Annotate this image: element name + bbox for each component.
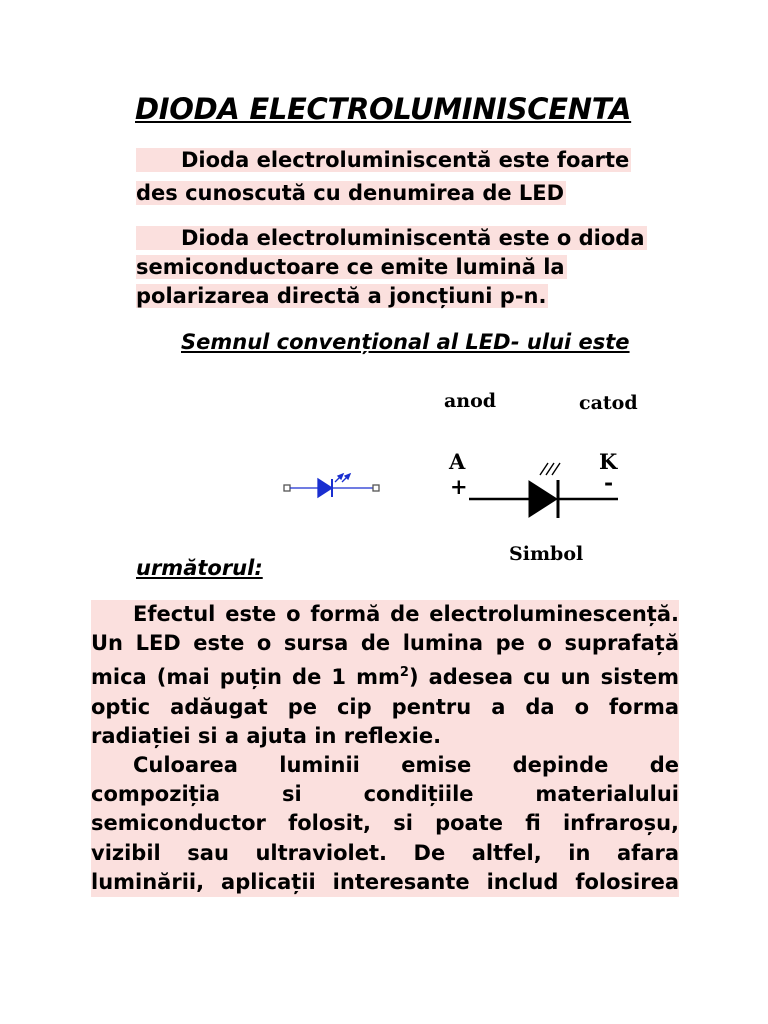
led-symbol-small xyxy=(280,470,385,510)
minus-sign: - xyxy=(604,470,614,496)
body-text: Efectul este o formă de electroluminescență. Un LED este o sursa de lumina pe o suprafață mica (mai puțin de 1 mm xyxy=(91,602,679,690)
symbol-caption: Simbol xyxy=(509,543,584,565)
plus-sign: + xyxy=(450,474,468,499)
text-line: Dioda electroluminiscentă este foarte xyxy=(136,148,631,172)
cathode-label: catod xyxy=(579,392,638,414)
symbol-heading: Semnul convențional al LED- ului este xyxy=(181,330,630,354)
body-text: ) adesea cu un sistem optic adăugat pe cip pentru a da o forma radiației si a ajuta in reflexie. xyxy=(91,665,679,748)
cathode-letter: K xyxy=(599,449,618,474)
body-paragraph: Culoarea luminii emise depinde de compoziția si condițiile materialului semiconductor folosit, si poate fi infraroșu, vizibil sau ultraviolet. De altfel, in afara luminării, aplicații interesante includ folosirea xyxy=(91,753,679,894)
body-text-block xyxy=(91,600,679,897)
anode-letter: A xyxy=(449,449,466,474)
text-line: Dioda electroluminiscentă este o dioda xyxy=(136,226,647,250)
text-line: des cunoscută cu denumirea de LED xyxy=(136,181,565,205)
paragraph-led-name xyxy=(136,146,631,208)
anode-label: anod xyxy=(444,390,497,412)
text-line: polarizarea directă a joncțiuni p-n. xyxy=(136,284,547,308)
body-paragraph xyxy=(91,600,679,751)
paragraph-led-definition xyxy=(136,224,647,311)
superscript: 2 xyxy=(399,665,409,681)
led-symbol-labeled xyxy=(436,385,656,570)
document-title: DIODA ELECTROLUMINISCENTA xyxy=(135,92,632,126)
text-line: semiconductoare ce emite lumină la xyxy=(136,255,565,279)
symbol-heading-continuation: următorul: xyxy=(136,556,263,580)
